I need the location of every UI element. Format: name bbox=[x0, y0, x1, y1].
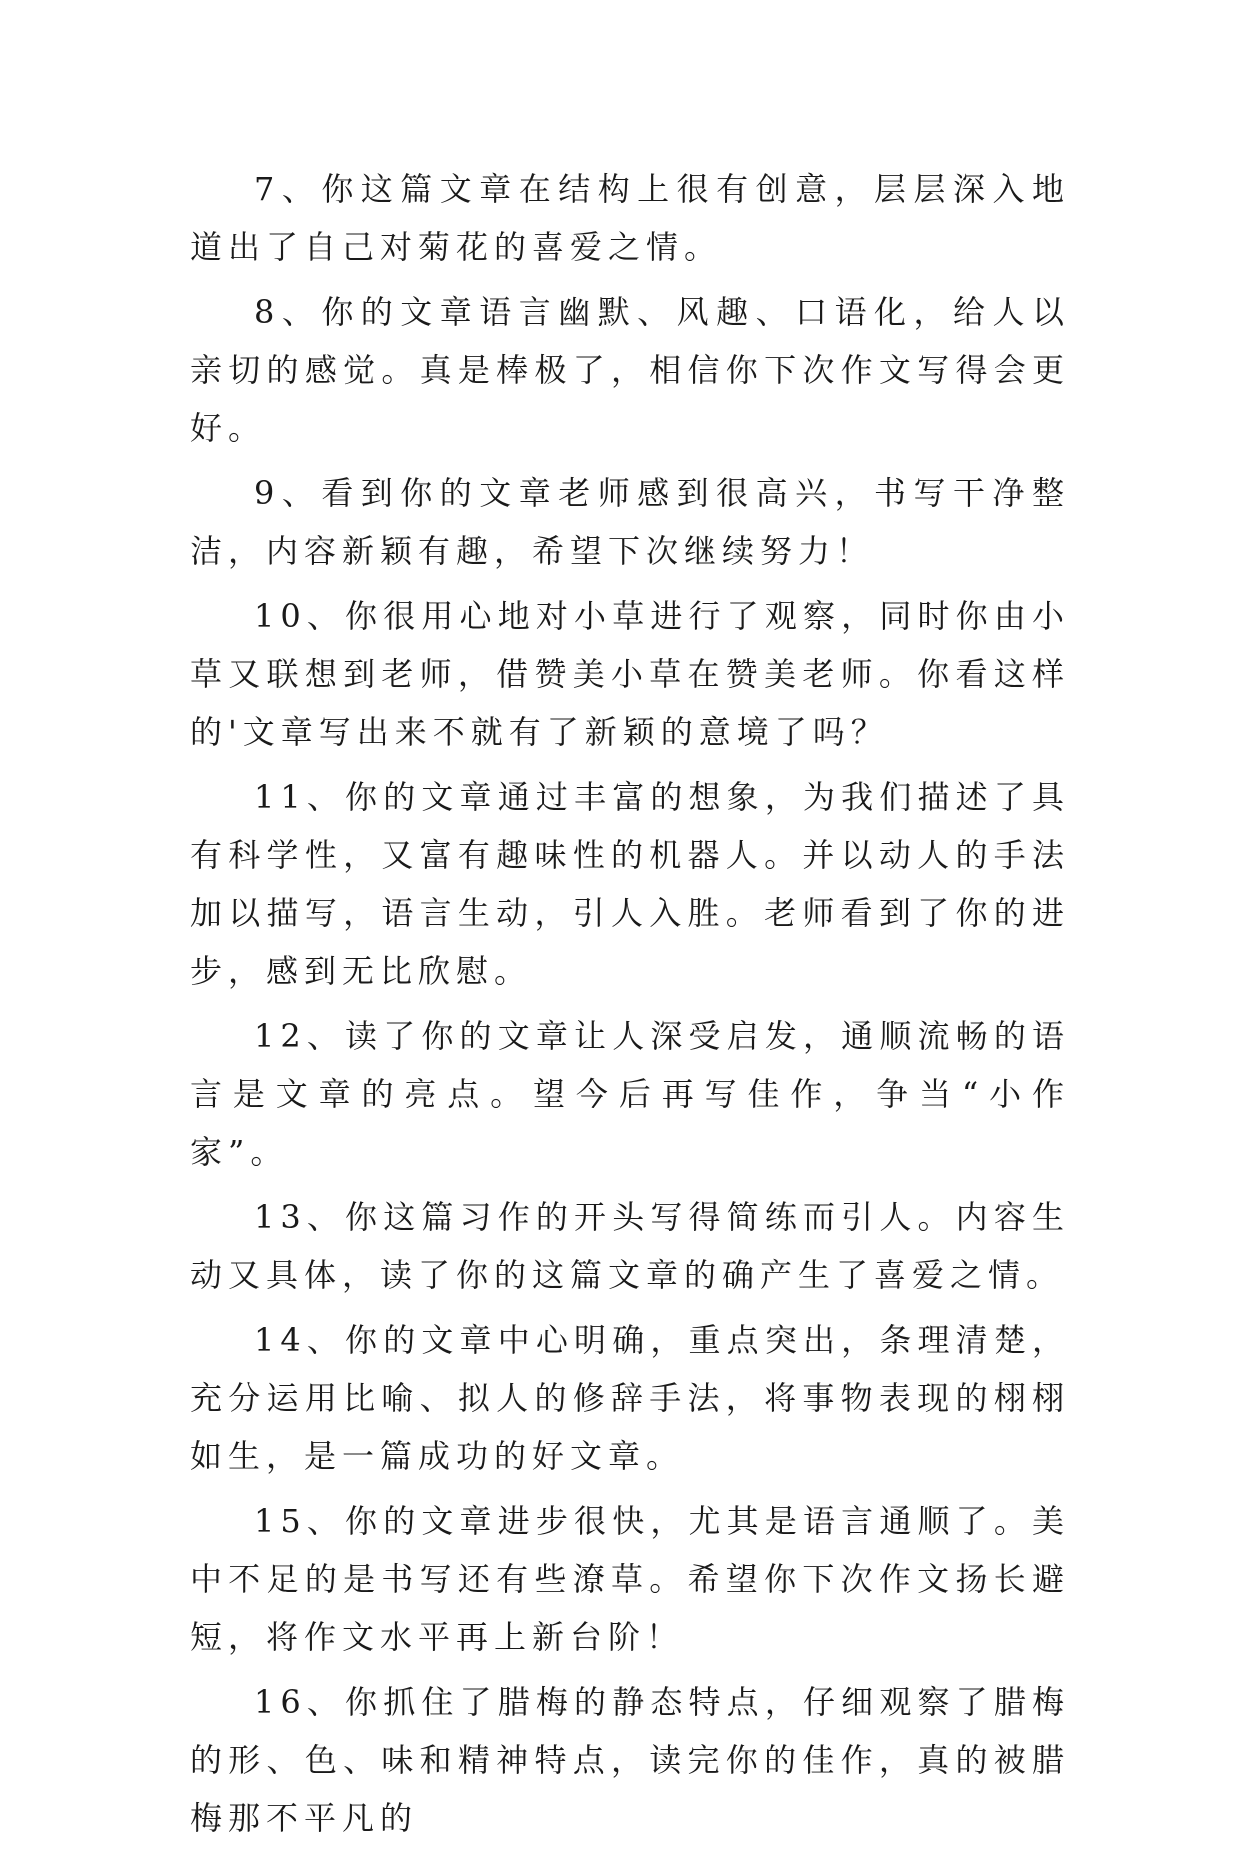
paragraph-16: 16、你抓住了腊梅的静态特点，仔细观察了腊梅的形、色、味和精神特点，读完你的佳作，真的被腊梅那不平凡的 bbox=[190, 1683, 1070, 1837]
paragraph-8: 8、你的文章语言幽默、风趣、口语化，给人以亲切的感觉。真是棒极了，相信你下次作文写得会更好。 bbox=[190, 293, 1070, 447]
paragraph-11: 11、你的文章通过丰富的想象，为我们描述了具有科学性，又富有趣味性的机器人。并以动人的手法加以描写，语言生动，引人入胜。老师看到了你的进步，感到无比欣慰。 bbox=[190, 778, 1070, 990]
paragraph-14: 14、你的文章中心明确，重点突出，条理清楚，充分运用比喻、拟人的修辞手法，将事物表现的栩栩如生，是一篇成功的好文章。 bbox=[190, 1321, 1070, 1475]
paragraph-12: 12、读了你的文章让人深受启发，通顺流畅的语言是文章的亮点。望今后再写佳作，争当“小作家”。 bbox=[190, 1017, 1070, 1171]
paragraph-13: 13、你这篇习作的开头写得简练而引人。内容生动又具体，读了你的这篇文章的确产生了喜爱之情。 bbox=[190, 1198, 1070, 1294]
paragraph-9: 9、看到你的文章老师感到很高兴，书写干净整洁，内容新颖有趣，希望下次继续努力！ bbox=[190, 474, 1070, 570]
paragraph-15: 15、你的文章进步很快，尤其是语言通顺了。美中不足的是书写还有些潦草。希望你下次作文扬长避短，将作文水平再上新台阶！ bbox=[190, 1502, 1070, 1656]
document-body bbox=[190, 160, 1070, 1854]
paragraph-10: 10、你很用心地对小草进行了观察，同时你由小草又联想到老师，借赞美小草在赞美老师。你看这样的'文章写出来不就有了新颖的意境了吗？ bbox=[190, 597, 1070, 751]
paragraph-7: 7、你这篇文章在结构上很有创意，层层深入地道出了自己对菊花的喜爱之情。 bbox=[190, 170, 1070, 266]
